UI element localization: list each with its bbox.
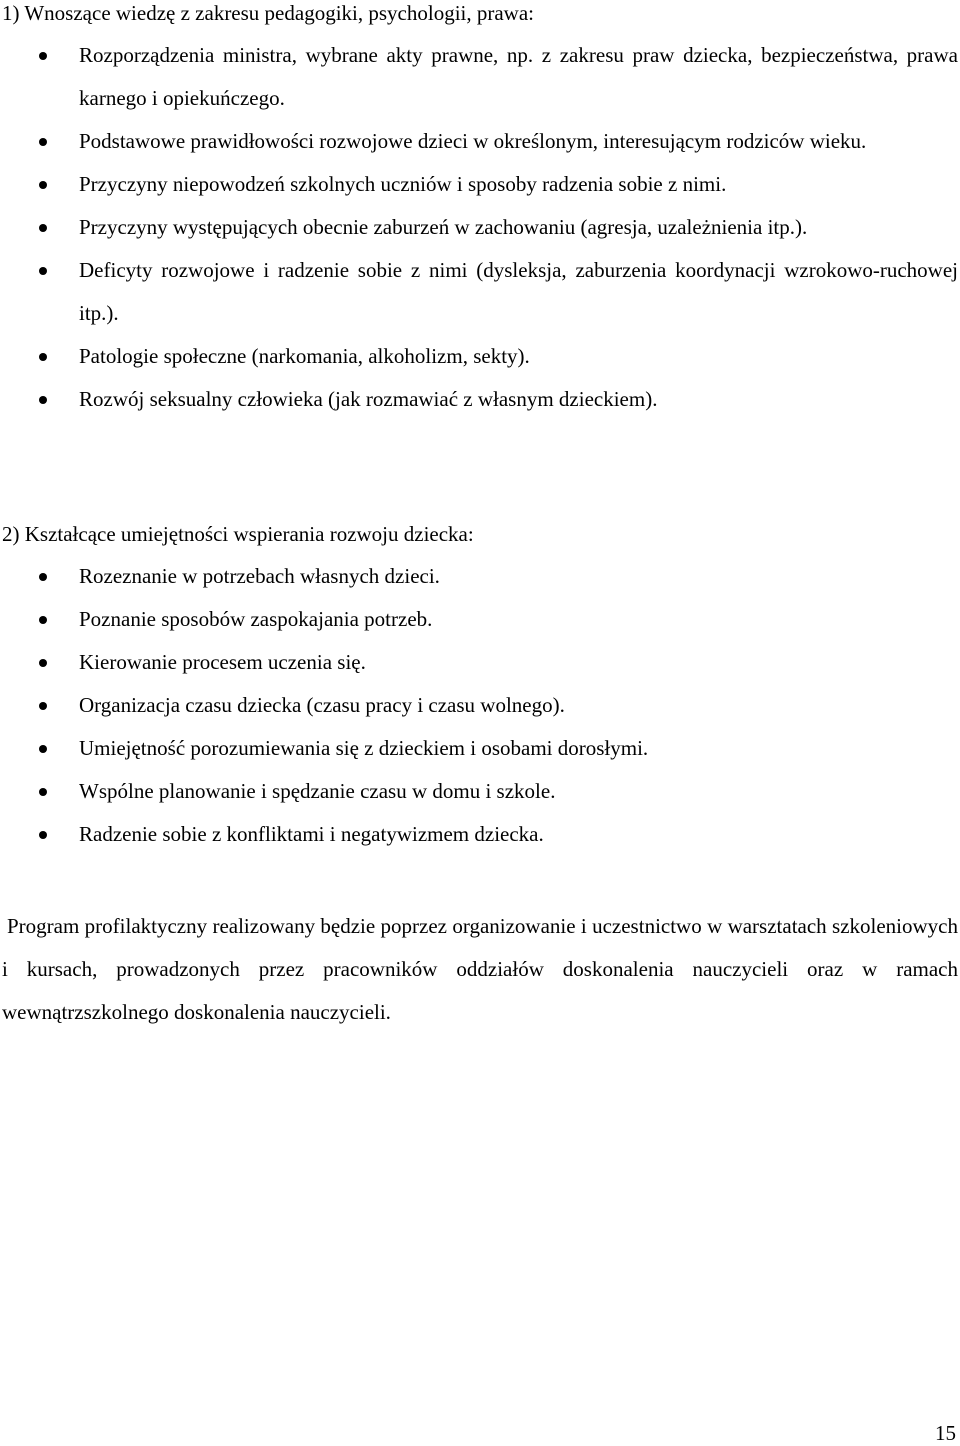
- list-item-text: Radzenie sobie z konfliktami i negatywizmem dziecka.: [79, 822, 544, 846]
- list-item-text: Rozwój seksualny człowieka (jak rozmawiać z własnym dzieckiem).: [79, 387, 658, 411]
- program-paragraph: Program profilaktyczny realizowany będzie poprzez organizowanie i uczestnictwo w warsztatach szkoleniowych i kursach, prowadzonych przez pracowników oddziałów doskonalenia nauczycieli oraz w ramach wewnątrzszkolnego doskonalenia nauczycieli.: [2, 914, 958, 1024]
- bullet-icon: [39, 745, 47, 753]
- list-item-text: Podstawowe prawidłowości rozwojowe dzieci w określonym, interesującym rodziców wieku.: [79, 129, 867, 153]
- list-item-text: Deficyty rozwojowe i radzenie sobie z nimi (dysleksja, zaburzenia koordynacji wzrokowo-ruchowej itp.).: [79, 258, 958, 325]
- list-item: [0, 813, 958, 856]
- page-number: 15: [935, 1421, 956, 1445]
- list-item-text: Organizacja czasu dziecka (czasu pracy i czasu wolnego).: [79, 693, 565, 717]
- section-2-list: [0, 555, 958, 856]
- section-2-heading: 2) Kształcące umiejętności wspierania rozwoju dziecka:: [2, 522, 474, 546]
- bullet-icon: [39, 573, 47, 581]
- list-item: [0, 34, 958, 120]
- list-item: [0, 163, 958, 206]
- section-1-list: [0, 34, 958, 421]
- bullet-icon: [39, 659, 47, 667]
- list-item-text: Przyczyny występujących obecnie zaburzeń w zachowaniu (agresja, uzależnienia itp.).: [79, 215, 808, 239]
- list-item: [0, 770, 958, 813]
- bullet-icon: [39, 702, 47, 710]
- bullet-icon: [39, 616, 47, 624]
- list-item: [0, 249, 958, 335]
- list-item-text: Poznanie sposobów zaspokajania potrzeb.: [79, 607, 433, 631]
- list-item: [0, 684, 958, 727]
- list-item: [0, 206, 958, 249]
- list-item: [0, 378, 958, 421]
- bullet-icon: [39, 138, 47, 146]
- list-item: [0, 120, 958, 163]
- list-item-text: Wspólne planowanie i spędzanie czasu w domu i szkole.: [79, 779, 556, 803]
- list-item-text: Przyczyny niepowodzeń szkolnych uczniów i sposoby radzenia sobie z nimi.: [79, 172, 727, 196]
- bullet-icon: [39, 788, 47, 796]
- bullet-icon: [39, 396, 47, 404]
- list-item: [0, 641, 958, 684]
- list-item-text: Patologie społeczne (narkomania, alkoholizm, sekty).: [79, 344, 530, 368]
- section-1-heading: 1) Wnoszące wiedzę z zakresu pedagogiki, psychologii, prawa:: [2, 1, 534, 25]
- list-item-text: Rozporządzenia ministra, wybrane akty prawne, np. z zakresu praw dziecka, bezpieczeństwa, prawa karnego i opiekuńczego.: [79, 43, 958, 110]
- list-item-text: Kierowanie procesem uczenia się.: [79, 650, 366, 674]
- list-item: [0, 727, 958, 770]
- list-item: [0, 555, 958, 598]
- bullet-icon: [39, 52, 47, 60]
- bullet-icon: [39, 831, 47, 839]
- bullet-icon: [39, 224, 47, 232]
- list-item: [0, 598, 958, 641]
- list-item-text: Rozeznanie w potrzebach własnych dzieci.: [79, 564, 440, 588]
- bullet-icon: [39, 267, 47, 275]
- list-item: [0, 335, 958, 378]
- bullet-icon: [39, 353, 47, 361]
- bullet-icon: [39, 181, 47, 189]
- list-item-text: Umiejętność porozumiewania się z dzieckiem i osobami dorosłymi.: [79, 736, 649, 760]
